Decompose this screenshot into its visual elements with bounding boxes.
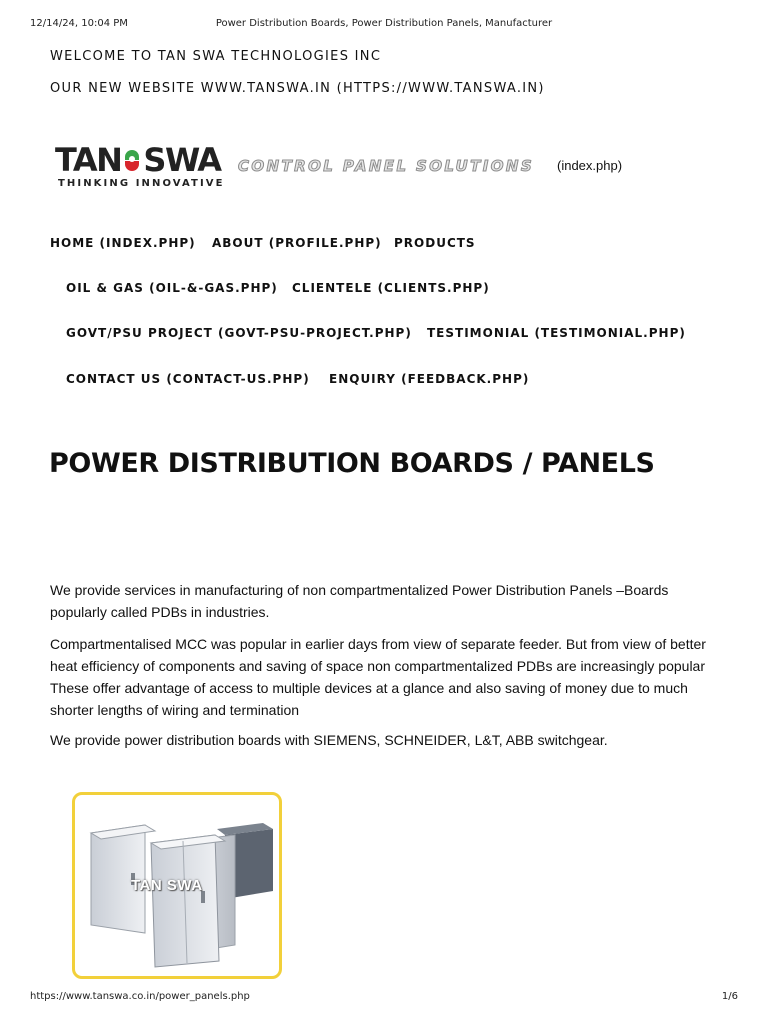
new-website-link[interactable]: OUR NEW WEBSITE WWW.TANSWA.IN (HTTPS://WWW.TANSWA.IN) (50, 81, 545, 96)
nav-about[interactable]: ABOUT (PROFILE.PHP) (212, 236, 382, 250)
nav-products[interactable]: PRODUCTS (394, 236, 476, 250)
nav-contact[interactable]: CONTACT US (CONTACT-US.PHP) (66, 372, 310, 386)
nav-clientele[interactable]: CLIENTELE (CLIENTS.PHP) (292, 281, 490, 295)
nav-enquiry[interactable]: ENQUIRY (FEEDBACK.PHP) (329, 372, 530, 386)
page-title: POWER DISTRIBUTION BOARDS / PANELS (49, 448, 655, 479)
logo-index-link[interactable]: (index.php) (557, 158, 623, 173)
print-footer (30, 991, 738, 1005)
logo-row (52, 140, 672, 196)
logo-wordmark: TAN SWA (55, 141, 221, 179)
product-image (72, 792, 282, 979)
switchgear-paragraph: We provide power distribution boards with SIEMENS, SCHNEIDER, L&T, ABB switchgear. (50, 732, 608, 748)
nav-oil-gas[interactable]: OIL & GAS (OIL-&-GAS.PHP) (66, 281, 278, 295)
company-logo[interactable] (52, 140, 225, 194)
mcc-paragraph: Compartmentalised MCC was popular in earlier days from view of separate feeder. But from view of better heat efficiency of components and saving of space non compartmentalized PDBs are increasingly popular These offer advantage of access to multiple devices at a glance and also saving of money due to much shorter lengths of wiring and termination (50, 636, 706, 718)
welcome-text: WELCOME TO TAN SWA TECHNOLOGIES INC (50, 49, 382, 64)
intro-paragraph: We provide services in manufacturing of non compartmentalized Power Distribution Panels –Boards popularly called PDBs in industries. (50, 582, 669, 620)
logo-emblem-icon (121, 143, 143, 177)
logo-tagline: THINKING INNOVATIVE (58, 178, 225, 189)
nav-govt-psu[interactable]: GOVT/PSU PROJECT (GOVT-PSU-PROJECT.PHP) (66, 326, 412, 340)
print-header (30, 18, 738, 32)
print-page-number: 1/6 (721, 991, 738, 1002)
slogan-text: CONTROL PANEL SOLUTIONS (238, 157, 535, 175)
print-date: 12/14/24, 10:04 PM (30, 18, 128, 29)
print-url: https://www.tanswa.co.in/power_panels.php (30, 991, 250, 1002)
print-title: Power Distribution Boards, Power Distribution Panels, Manufacturer (215, 18, 553, 29)
nav-home[interactable]: HOME (INDEX.PHP) (50, 236, 196, 250)
nav-testimonial[interactable]: TESTIMONIAL (TESTIMONIAL.PHP) (427, 326, 686, 340)
product-watermark: TAN SWA (131, 877, 203, 894)
